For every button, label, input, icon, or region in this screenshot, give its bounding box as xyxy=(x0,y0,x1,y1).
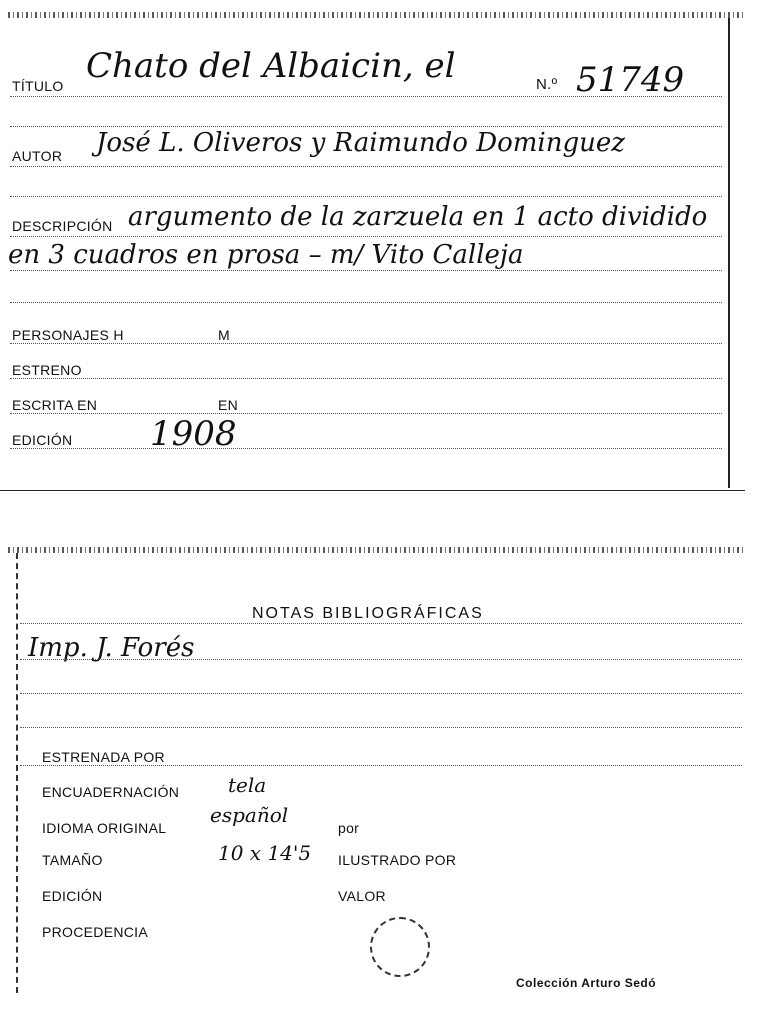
rule xyxy=(10,378,722,379)
estrenada-label: ESTRENADA POR xyxy=(42,749,165,765)
rule xyxy=(20,693,742,694)
descripcion-label: DESCRIPCIÓN xyxy=(12,218,113,234)
titulo-label: TÍTULO xyxy=(12,78,64,94)
rule xyxy=(10,448,722,449)
rule xyxy=(10,196,722,197)
tamano-label: TAMAÑO xyxy=(42,852,103,868)
rule xyxy=(10,96,722,97)
card-bottom-edge xyxy=(0,490,745,491)
autor-label: AUTOR xyxy=(12,148,63,164)
idioma-value: español xyxy=(210,803,289,827)
procedencia-label: PROCEDENCIA xyxy=(42,924,148,940)
card-top-border xyxy=(8,12,745,18)
idioma-label: IDIOMA ORIGINAL xyxy=(42,820,167,836)
en-label: EN xyxy=(218,397,239,413)
catalog-card-top xyxy=(0,0,745,492)
titulo-value: Chato del Albaicin, el xyxy=(86,46,456,86)
numero-value: 51749 xyxy=(576,60,685,100)
collection-credit: Colección Arturo Sedó xyxy=(516,976,657,990)
escrita-label: ESCRITA EN xyxy=(12,397,98,413)
card-top-border xyxy=(8,547,745,553)
rule xyxy=(20,659,742,660)
por-label: por xyxy=(338,820,360,836)
rule xyxy=(10,236,722,237)
descripcion-line1: argumento de la zarzuela en 1 acto dividido xyxy=(128,202,708,232)
rule xyxy=(10,302,722,303)
rule xyxy=(20,727,742,728)
notas-heading: NOTAS BIBLIOGRÁFICAS xyxy=(252,605,484,622)
personajes-label: PERSONAJES H xyxy=(12,327,124,343)
circular-stamp xyxy=(370,917,430,977)
card-left-border xyxy=(16,553,18,993)
rule xyxy=(10,126,722,127)
rule xyxy=(10,166,722,167)
valor-label: VALOR xyxy=(338,888,386,904)
numero-label: N.º xyxy=(536,76,558,93)
encuadernacion-label: ENCUADERNACIÓN xyxy=(42,784,180,800)
rule xyxy=(20,765,742,766)
ilustrado-label: ILUSTRADO POR xyxy=(338,852,457,868)
edicion-value: 1908 xyxy=(150,414,237,454)
personajes-m-label: M xyxy=(218,327,230,343)
estreno-label: ESTRENO xyxy=(12,362,82,378)
rule xyxy=(20,623,742,624)
descripcion-line2: en 3 cuadros en prosa – m/ Vito Calleja xyxy=(8,240,524,270)
encuadernacion-value: tela xyxy=(228,773,267,797)
notes-line1: Imp. J. Forés xyxy=(28,633,195,663)
card-right-border xyxy=(728,18,730,488)
rule xyxy=(10,343,722,344)
autor-value: José L. Oliveros y Raimundo Dominguez xyxy=(96,128,625,158)
edicion-label-2: EDICIÓN xyxy=(42,888,103,904)
rule xyxy=(10,413,722,414)
tamano-value: 10 x 14'5 xyxy=(218,841,312,865)
rule xyxy=(10,270,722,271)
catalog-card-bottom xyxy=(0,545,745,1025)
edicion-label: EDICIÓN xyxy=(12,432,73,448)
